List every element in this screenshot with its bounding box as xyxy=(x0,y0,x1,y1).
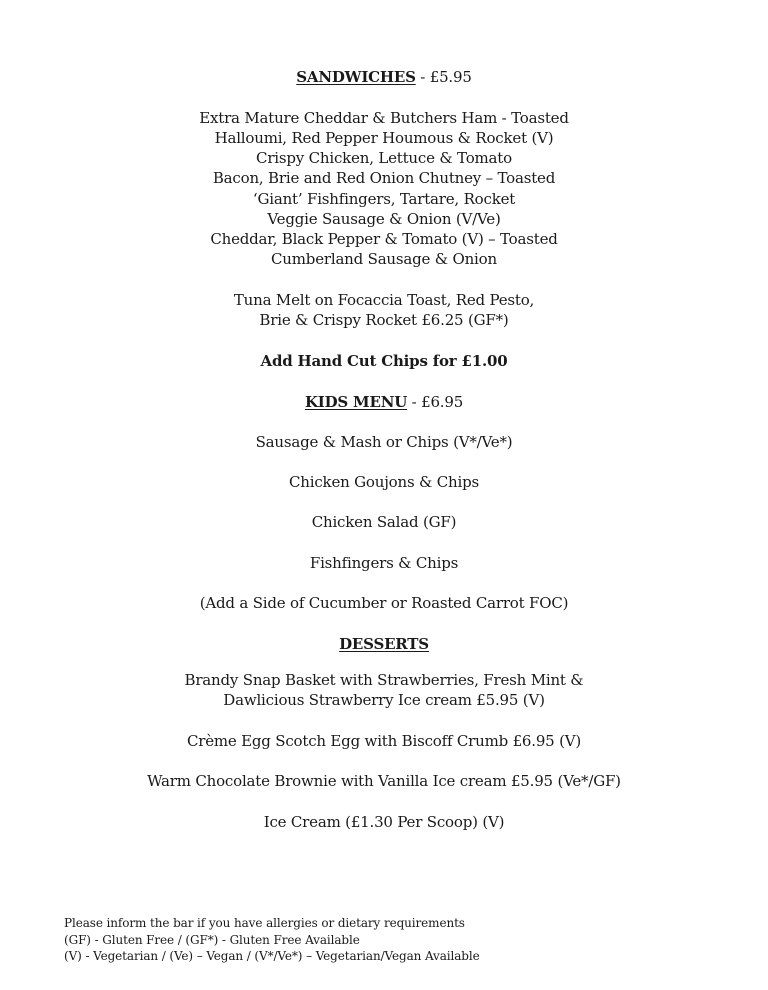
sandwich-item: ‘Giant’ Fishfingers, Tartare, Rocket xyxy=(252,190,516,208)
dessert-item: Ice Cream (£1.30 Per Scoop) (V) xyxy=(263,813,505,831)
kids-side-note: (Add a Side of Cucumber or Roasted Carrot FOC) xyxy=(199,594,569,612)
sandwich-item: Cumberland Sausage & Onion xyxy=(271,250,497,268)
chips-addon: Add Hand Cut Chips for £1.00 xyxy=(260,352,508,370)
desserts-heading xyxy=(0,634,768,654)
dessert-item-line: Dawlicious Strawberry Ice cream £5.95 (V) xyxy=(223,691,545,709)
gluten-key: (GF) - Gluten Free / (GF*) - Gluten Free Available xyxy=(64,932,360,947)
sandwich-item: Veggie Sausage & Onion (V/Ve) xyxy=(267,210,501,228)
kids-item: Chicken Salad (GF) xyxy=(311,513,457,531)
sandwiches-price: - £5.95 xyxy=(415,68,472,86)
kids-menu-price: - £6.95 xyxy=(407,393,464,411)
sandwich-special-line-1: Tuna Melt on Focaccia Toast, Red Pesto, xyxy=(233,291,535,309)
sandwich-item: Crispy Chicken, Lettuce & Tomato xyxy=(256,149,512,167)
kids-item: Chicken Goujons & Chips xyxy=(289,473,479,491)
sandwiches-heading xyxy=(0,67,768,87)
kids-item: Fishfingers & Chips xyxy=(309,554,459,572)
dessert-item: Crème Egg Scotch Egg with Biscoff Crumb £6.95 (V) xyxy=(186,732,582,750)
kids-menu-heading xyxy=(0,392,768,412)
desserts-title: DESSERTS xyxy=(339,635,429,653)
sandwiches-title: SANDWICHES xyxy=(296,68,416,86)
allergy-notice: Please inform the bar if you have allergies or dietary requirements xyxy=(64,916,465,930)
sandwich-item: Halloumi, Red Pepper Houmous & Rocket (V) xyxy=(214,129,554,147)
allergy-footer xyxy=(64,915,480,965)
kids-item: Sausage & Mash or Chips (V*/Ve*) xyxy=(255,433,513,451)
sandwich-item: Extra Mature Cheddar & Butchers Ham - Toasted xyxy=(199,109,569,127)
dessert-item-line: Brandy Snap Basket with Strawberries, Fresh Mint & xyxy=(184,671,584,689)
dessert-item: Warm Chocolate Brownie with Vanilla Ice cream £5.95 (Ve*/GF) xyxy=(147,772,621,790)
sandwich-item: Bacon, Brie and Red Onion Chutney – Toasted xyxy=(212,169,556,187)
sandwich-special-line-2: Brie & Crispy Rocket £6.25 (GF*) xyxy=(259,311,509,329)
kids-menu-title: KIDS MENU xyxy=(304,393,408,411)
vegetarian-key: (V) - Vegetarian / (Ve) – Vegan / (V*/Ve*) – Vegetarian/Vegan Available xyxy=(64,949,480,963)
sandwich-item: Cheddar, Black Pepper & Tomato (V) – Toasted xyxy=(210,230,558,248)
